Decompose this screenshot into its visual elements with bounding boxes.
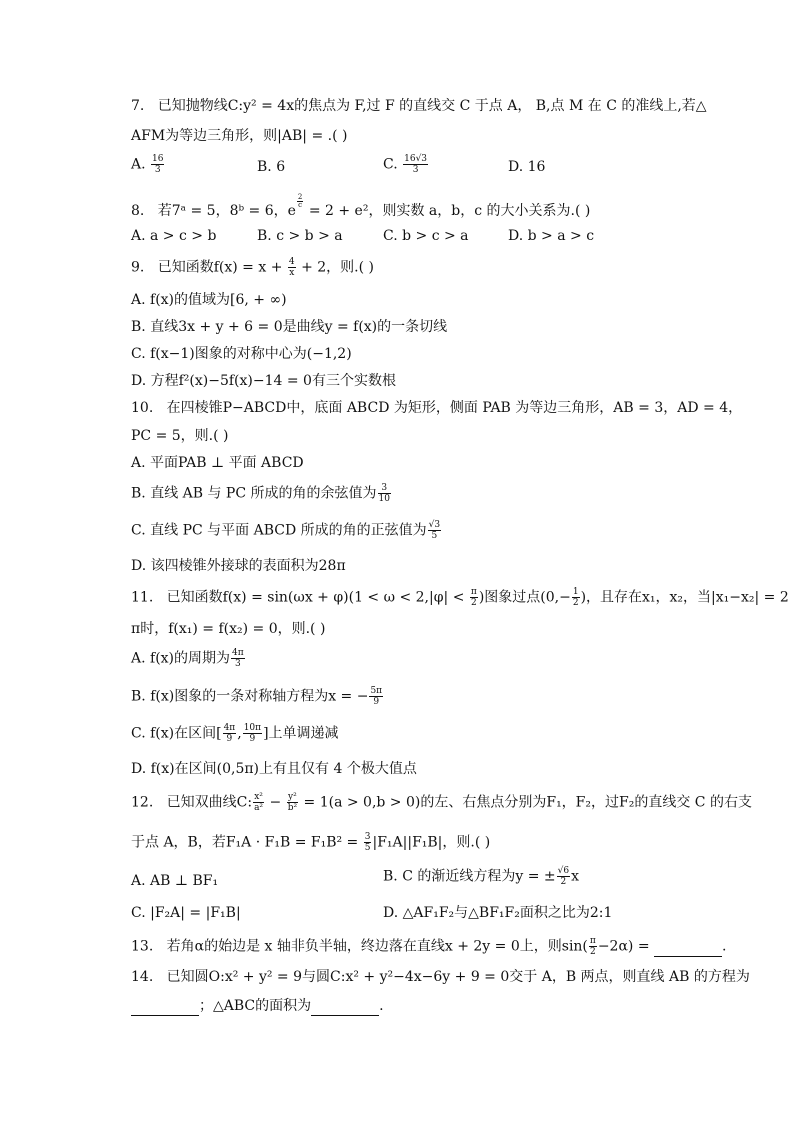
q8-option-d: D. b > a > c (508, 228, 595, 244)
q10-line2: PC = 5，则.( ) (131, 428, 229, 444)
q7-text2: AFM为等边三角形，则|AB| = .( ) (131, 128, 348, 144)
q7-number: 7. (131, 98, 145, 114)
q12-line2: 于点 A，B，若F₁A · F₁B = F₁B² = $\frac{3}{5}$ |F₁A||F₁B|，则.( ) (131, 832, 491, 853)
q8-line: 8. 若7ᵃ = 5，8ᵇ = 6，e $\frac{2}{c}$ = 2 + e²，则实数 a，b，c 的大小关系为.( ) (131, 193, 591, 219)
q13-line: 13. 若角α的始边是 x 轴非负半轴，终边落在直线x + 2y = 0上，则sin( $\frac{\pi}{2}$ −2α) = . (131, 936, 727, 957)
q14-line2: ；△ABC的面积为 . (131, 996, 384, 1016)
q14-answer-blank-1[interactable] (131, 1001, 199, 1016)
q11-option-c: C. f(x)在区间[ $\frac{4\pi}{9}$ , $\frac{10\pi}{9}$ ]上单调递减 (131, 723, 339, 744)
q8-option-a: A. a > c > b (131, 228, 217, 244)
q9-line: 9. 已知函数f(x) = x + $\frac{4}{x}$ + 2，则.( ) (131, 257, 374, 278)
q12-option-c: C. |F₂A| = |F₁B| (131, 905, 241, 921)
q14-line1: 14. 已知圆O:x² + y² = 9与圆C:x² + y²−4x−6y + 9 = 0交于 A，B 两点，则直线 AB 的方程为 (131, 969, 750, 985)
q11-line2: π时，f(x₁) = f(x₂) = 0，则.( ) (131, 621, 326, 637)
q7-option-b: B. 6 (257, 159, 286, 175)
q7-option-c: C. $\frac{16√3}{3}$ (383, 154, 428, 175)
q11-line1: 11. 已知函数f(x) = sin(ωx + φ)(1 < ω < 2,|φ| < $\frac{\pi}{2}$ )图象过点(0,− $\frac{1}{2}$ )，且存在x₁，x₂，当|x₁−x₂| = 2 (131, 587, 789, 608)
q11-option-d: D. f(x)在区间(0,5π)上有且仅有 4 个极大值点 (131, 761, 417, 777)
q10-option-a: A. 平面PAB ⊥ 平面 ABCD (131, 455, 304, 471)
q10-option-b: B. 直线 AB 与 PC 所成的角的余弦值为 $\frac{3}{10}$ (131, 483, 390, 504)
q7-line1 (131, 96, 707, 116)
q12-option-a: A. AB ⊥ BF₁ (131, 873, 219, 889)
q12-option-d: D. △AF₁F₂与△BF₁F₂面积之比为2:1 (383, 905, 613, 921)
q9-option-a: A. f(x)的值域为[6, + ∞) (131, 292, 287, 308)
q7-option-a: A. $\frac{16}{3}$ (131, 154, 164, 175)
q9-option-c: C. f(x−1)图象的对称中心为(−1,2) (131, 346, 352, 362)
q13-answer-blank[interactable] (654, 942, 722, 957)
q11-option-a: A. f(x)的周期为 $\frac{4\pi}{3}$ (131, 648, 244, 669)
q8-option-b: B. c > b > a (257, 228, 343, 244)
q14-answer-blank-2[interactable] (311, 1001, 379, 1016)
q9-option-b: B. 直线3x + y + 6 = 0是曲线y = f(x)的一条切线 (131, 319, 448, 335)
q12-option-b: B. C 的渐近线方程为y = ± $\frac{√6}{2}$ x (383, 866, 579, 887)
q10-option-c: C. 直线 PC 与平面 ABCD 所成的角的正弦值为 $\frac{√3}{5}$ (131, 520, 441, 541)
q12-line1: 12. 已知双曲线C: $\frac{\text{x²}}{\text{a²}}$ − $\frac{\text{y²}}{\text{b²}}$ = 1(a > 0,b > 0)的左、右焦点分别为F₁，F₂，过F₂的直线交 C 的右支 (131, 792, 752, 813)
q9-option-d: D. 方程f²(x)−5f(x)−14 = 0有三个实数根 (131, 373, 396, 389)
q8-option-c: C. b > c > a (383, 228, 469, 244)
q7-text1: 已知抛物线C:y² = 4x的焦点为 F,过 F 的直线交 C 于点 A， B,点 M 在 C 的准线上,若△ (157, 98, 707, 114)
q11-option-b: B. f(x)图象的一条对称轴方程为x = − $\frac{5\pi}{9}$ (131, 686, 383, 707)
q10-line1: 10. 在四棱锥P−ABCD中，底面 ABCD 为矩形，侧面 PAB 为等边三角形，AB = 3，AD = 4， (131, 400, 743, 416)
q10-option-d: D. 该四棱锥外接球的表面积为28π (131, 558, 346, 574)
q7-line2 (131, 126, 347, 146)
q7-option-d: D. 16 (508, 159, 546, 175)
